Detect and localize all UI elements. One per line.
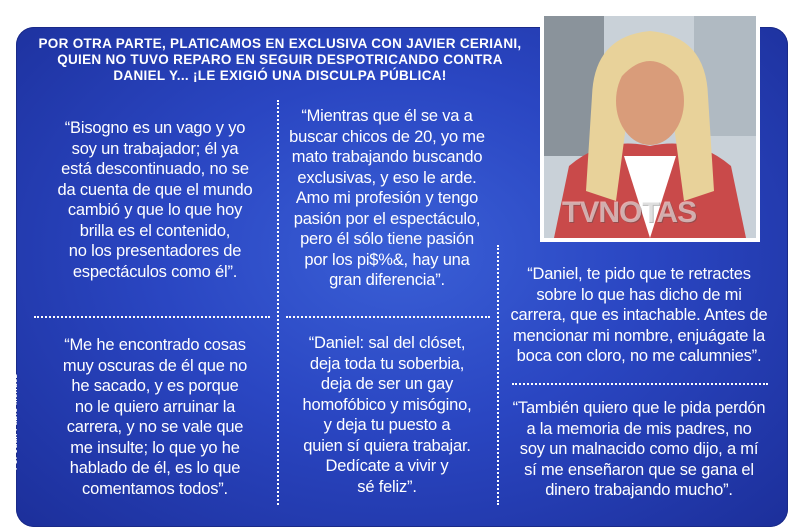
divider-vertical-2 [497, 245, 499, 505]
divider-col3 [512, 383, 768, 385]
quote-sal-del-closet: “Daniel: sal del clóset, deja toda tu soberbia, deja de ser un gay homofóbico y misógino, y deja tu puesto a quien sí quiera trabajar. Dedícate a vivir y sé feliz”. [302, 334, 472, 496]
quote-chicos-de-20: “Mientras que él se va a buscar chicos de 20, yo me mato trabajando buscando exclusivas, y eso le arde. Amo mi profesión y tengo pasión por el espectáculo, pero él sólo tiene pasión por los pi$%&, hay una gran diferencia”. [289, 107, 485, 289]
quote-retractes: “Daniel, te pido que te retractes sobre lo que has dicho de mi carrera, que es intachable. Antes de mencionar mi nombre, enjuágate la boca con cloro, no me calumnies”. [510, 265, 768, 365]
headline: POR OTRA PARTE, PLATICAMOS EN EXCLUSIVA CON JAVIER CERIANI, QUIEN NO TUVO REPARO EN SEGUIR DESPOTRICANDO CONTRA DANIEL Y... ¡LE EXIGIÓ UNA DISCULPA PÚBLICA! [38, 36, 522, 83]
quote-memoria-padres: “También quiero que le pida perdón a la memoria de mis padres, no soy un malnacido como dijo, a mí sí me enseñaron que se gana el dinero trabajando mucho”. [512, 399, 766, 499]
divider-col2 [286, 316, 490, 318]
byline: Por Juan Pablo Méndez [10, 373, 19, 470]
tvnotas-logo: TVNOTAS [562, 196, 697, 229]
quote-bisogno: “Bisogno es un vago y yo soy un trabajador; él ya está descontinuado, no se da cuenta de que el mundo cambió y que lo que hoy brilla es el contenido, no los presentadores de espectáculos como él”. [57, 119, 253, 281]
divider-col1 [34, 316, 270, 318]
divider-vertical-1 [277, 100, 279, 505]
quote-cosas-oscuras: “Me he encontrado cosas muy oscuras de él que no he sacado, y es porque no le quiero arruinar la carrera, y no se vale que me insulte; lo que yo he hablado de él, es lo que comentamos todos”. [62, 336, 248, 498]
portrait-photo [540, 12, 760, 242]
